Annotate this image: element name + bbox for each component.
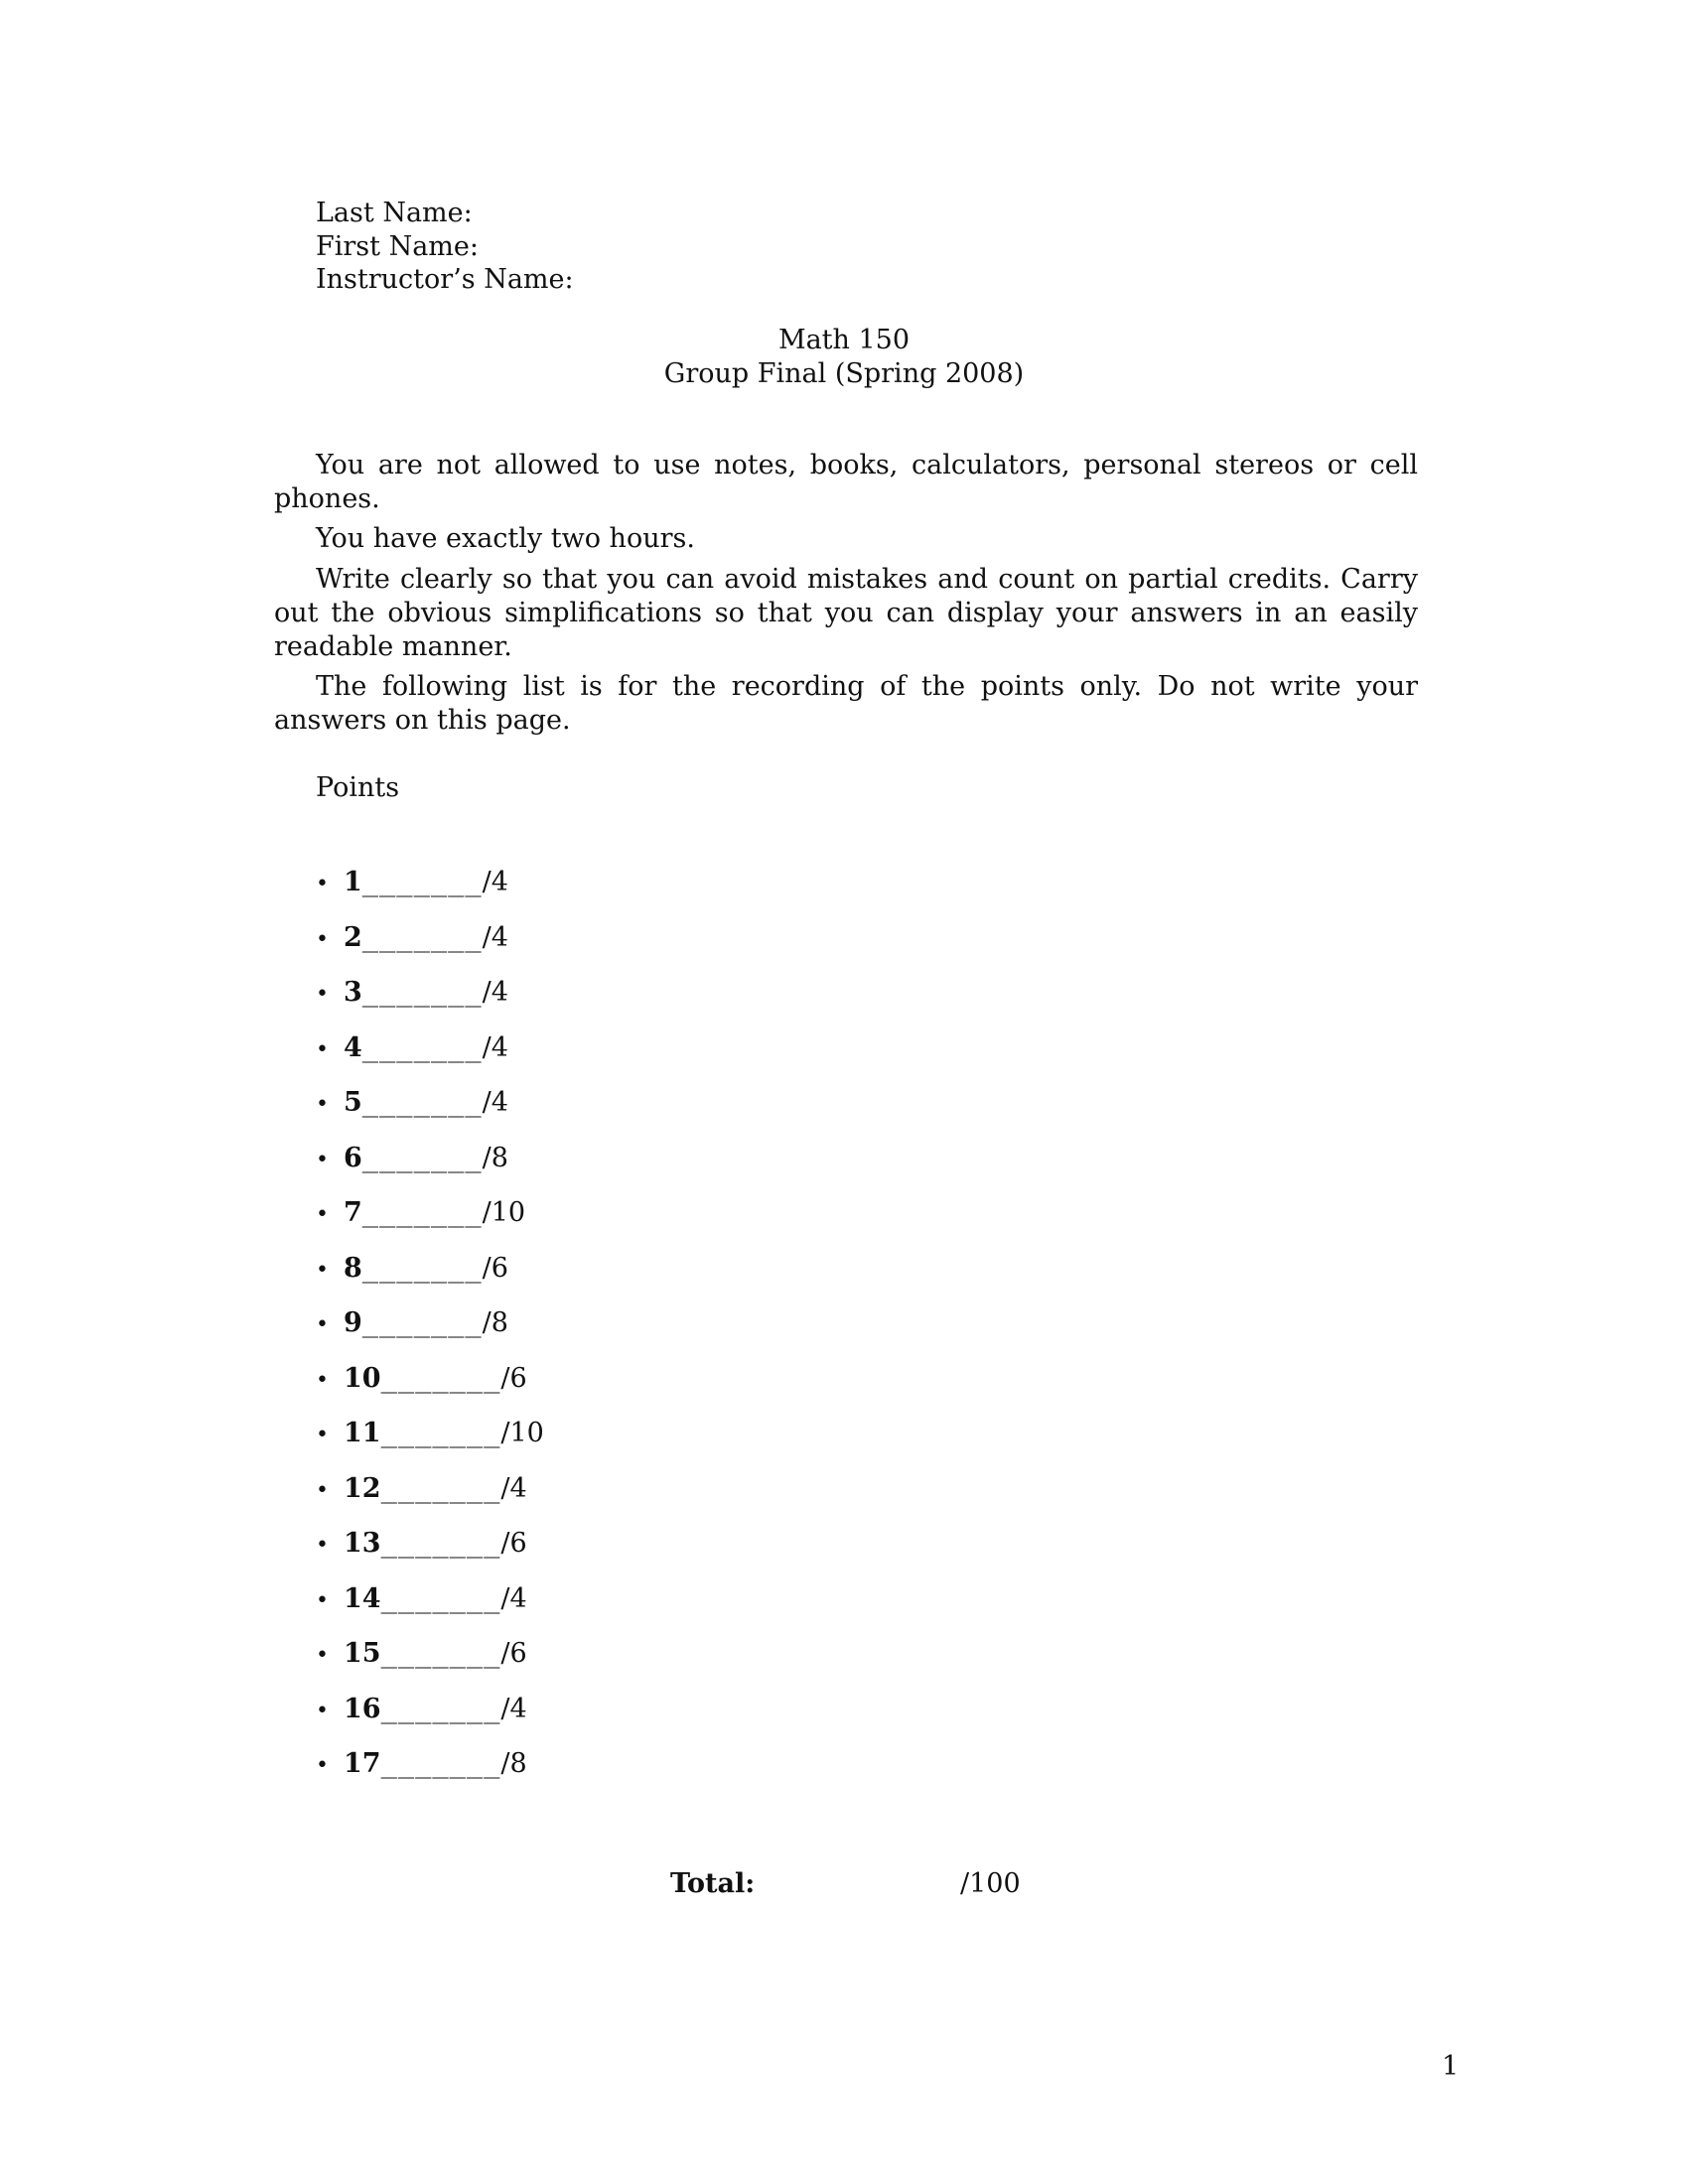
question-number: 10: [344, 1362, 381, 1394]
instruction-paragraph-1: You are not allowed to use notes, books, calculators, personal stereos or cell phones.: [274, 450, 1418, 514]
max-points: /4: [500, 1472, 527, 1504]
instructor-name-label: Instructor’s Name:: [316, 264, 574, 295]
bullet-icon: •: [316, 1698, 329, 1723]
points-item: [316, 1527, 544, 1582]
score-blank: _______: [361, 977, 483, 1008]
exam-title: Group Final (Spring 2008): [663, 358, 1025, 389]
last-name-label: Last Name:: [316, 198, 473, 228]
points-item: [316, 1362, 544, 1418]
question-number: 2: [344, 921, 362, 953]
bullet-icon: •: [316, 1202, 329, 1227]
max-points: /4: [500, 1582, 527, 1614]
points-item: [316, 1252, 544, 1307]
max-points: /8: [500, 1748, 527, 1779]
points-item: [316, 1582, 544, 1638]
score-blank: _______: [361, 1307, 483, 1338]
question-number: 1: [344, 867, 362, 897]
max-points: /8: [482, 1142, 508, 1173]
instruction-paragraph-3: Write clearly so that you can avoid mistakes and count on partial credits. Carry out the obvious simplifications so that you can display your answers in an easily readable manner.: [274, 564, 1418, 662]
bullet-icon: •: [316, 1643, 329, 1668]
question-number: 6: [344, 1142, 362, 1173]
max-points: /4: [500, 1693, 527, 1724]
score-blank: _______: [380, 1362, 501, 1394]
bullet-icon: •: [316, 982, 329, 1007]
question-number: 14: [344, 1582, 381, 1614]
bullet-icon: •: [316, 1147, 329, 1172]
instruction-paragraph-4: The following list is for the recording of the points only. Do not write your answers on this page.: [274, 671, 1418, 736]
bullet-icon: •: [316, 926, 329, 952]
bullet-icon: •: [316, 1753, 329, 1778]
bullet-icon: •: [316, 872, 329, 896]
score-blank: _______: [361, 1087, 483, 1118]
bullet-icon: •: [316, 1092, 329, 1117]
max-points: /6: [482, 1252, 508, 1284]
max-points: /8: [482, 1307, 508, 1338]
question-number: 4: [344, 1031, 362, 1063]
question-number: 9: [344, 1307, 362, 1338]
question-number: 15: [344, 1638, 381, 1669]
points-item: [316, 1472, 544, 1528]
bullet-icon: •: [316, 1036, 329, 1062]
score-blank: _______: [361, 921, 483, 953]
score-blank: _______: [380, 1638, 501, 1669]
score-blank: _______: [361, 1142, 483, 1173]
score-blank: _______: [380, 1582, 501, 1614]
points-item: [316, 1196, 544, 1252]
score-blank: _______: [361, 1031, 483, 1063]
score-blank: _______: [380, 1748, 501, 1779]
question-number: 13: [344, 1528, 381, 1559]
question-number: 16: [344, 1693, 381, 1724]
instruction-paragraph-2: You have exactly two hours.: [316, 523, 695, 554]
points-item: [316, 1693, 544, 1748]
question-number: 8: [344, 1252, 362, 1284]
score-blank: _______: [380, 1418, 501, 1448]
points-item: [316, 1637, 544, 1693]
max-points: /10: [482, 1197, 526, 1228]
bullet-icon: •: [316, 1533, 329, 1558]
max-points: /4: [482, 1031, 508, 1063]
points-label: Points: [316, 772, 400, 803]
max-points: /4: [482, 921, 508, 953]
points-list: [316, 866, 544, 1803]
max-points: /4: [482, 867, 508, 897]
max-points: /4: [482, 977, 508, 1008]
bullet-icon: •: [316, 1312, 329, 1337]
points-item: [316, 1747, 544, 1803]
bullet-icon: •: [316, 1587, 329, 1613]
points-item: [316, 1142, 544, 1197]
bullet-icon: •: [316, 1257, 329, 1283]
score-blank: _______: [361, 1252, 483, 1284]
score-blank: _______: [361, 867, 483, 897]
first-name-label: First Name:: [316, 231, 479, 262]
points-item: [316, 1306, 544, 1362]
total-label: Total:: [670, 1868, 756, 1899]
points-item: [316, 1031, 544, 1087]
score-blank: _______: [380, 1693, 501, 1724]
page-number: 1: [1442, 2051, 1460, 2082]
points-item: [316, 921, 544, 977]
max-points: /4: [482, 1087, 508, 1118]
score-blank: _______: [361, 1197, 483, 1228]
bullet-icon: •: [316, 1477, 329, 1503]
question-number: 12: [344, 1472, 381, 1504]
question-number: 7: [344, 1197, 362, 1228]
course-title: Math 150: [777, 325, 911, 355]
question-number: 5: [344, 1087, 362, 1118]
score-blank: _______: [380, 1528, 501, 1559]
max-points: /6: [500, 1638, 527, 1669]
max-points: /6: [500, 1362, 527, 1394]
max-points: /6: [500, 1528, 527, 1559]
question-number: 17: [344, 1748, 381, 1779]
points-item: [316, 1086, 544, 1142]
points-item: [316, 866, 544, 921]
bullet-icon: •: [316, 1423, 329, 1447]
total-max: /100: [960, 1868, 1021, 1899]
question-number: 3: [344, 977, 362, 1008]
points-item: [316, 976, 544, 1031]
score-blank: _______: [380, 1472, 501, 1504]
bullet-icon: •: [316, 1367, 329, 1393]
points-item: [316, 1417, 544, 1472]
max-points: /10: [500, 1418, 544, 1448]
question-number: 11: [344, 1418, 381, 1448]
